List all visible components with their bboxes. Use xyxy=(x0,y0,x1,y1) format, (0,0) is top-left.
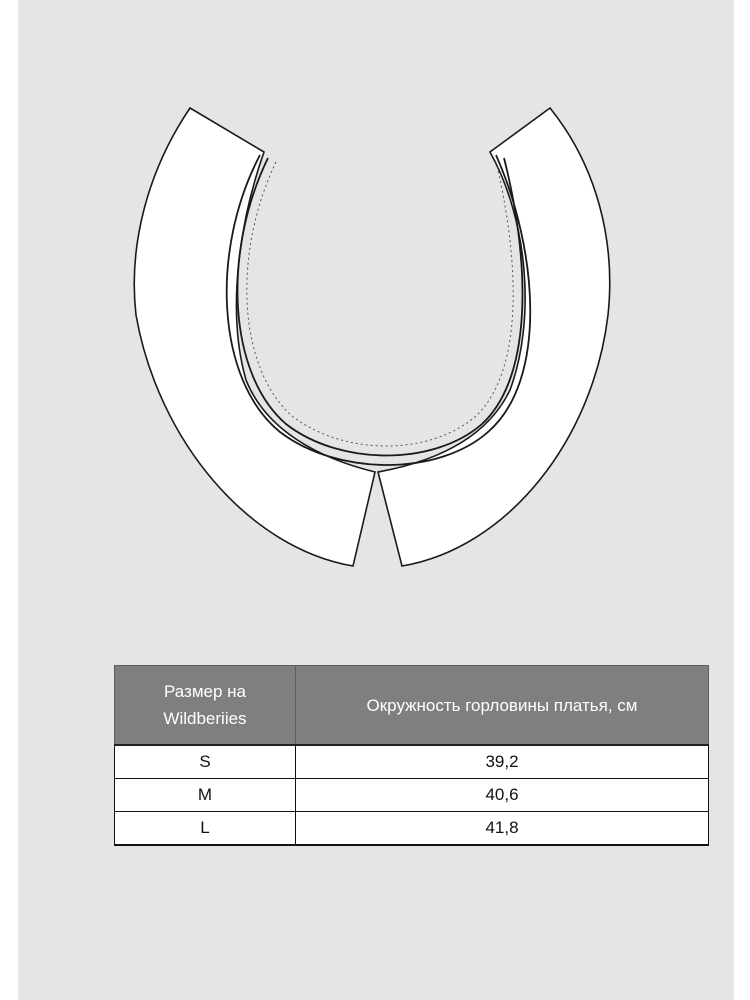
header-size-line2: Wildberiies xyxy=(163,709,247,728)
value-cell: 39,2 xyxy=(296,745,709,779)
size-cell: L xyxy=(115,812,296,846)
size-cell: S xyxy=(115,745,296,779)
size-cell: M xyxy=(115,779,296,812)
header-size xyxy=(115,666,296,746)
value-cell: 40,6 xyxy=(296,779,709,812)
collar-left-panel xyxy=(134,108,375,566)
table-row xyxy=(115,812,709,846)
collar-right-panel xyxy=(378,108,610,566)
table-header-row xyxy=(115,666,709,746)
value-cell: 41,8 xyxy=(296,812,709,846)
collar-illustration xyxy=(18,0,734,640)
collar-neckband-inner xyxy=(237,158,522,456)
size-table xyxy=(114,665,709,846)
table-row xyxy=(115,779,709,812)
header-measure: Окружность горловины платья, см xyxy=(296,666,709,746)
product-card xyxy=(18,0,734,1000)
table-row xyxy=(115,745,709,779)
header-size-line1: Размер на xyxy=(164,682,246,701)
collar-stitch-line xyxy=(247,162,513,446)
